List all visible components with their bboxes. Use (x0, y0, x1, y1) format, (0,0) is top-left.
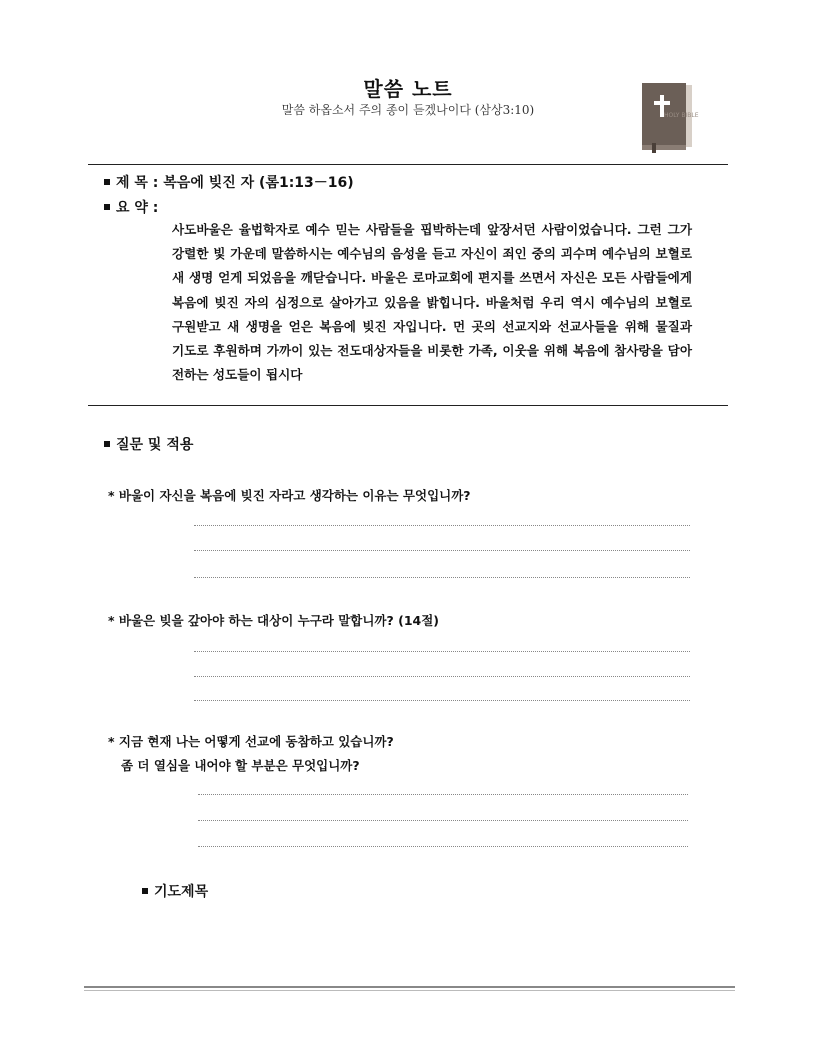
prayer-heading: 기도제목 (142, 881, 208, 901)
question-3-continued: 좀 더 열심을 내어야 할 부분은 무엇입니까? (121, 758, 360, 773)
questions-heading: 질문 및 적용 (104, 434, 193, 454)
square-bullet-icon (104, 441, 110, 447)
square-bullet-icon (142, 888, 148, 894)
answer-line[interactable] (198, 846, 688, 847)
answer-line[interactable] (198, 820, 688, 821)
bible-book-icon (640, 83, 699, 153)
subject-label: 제 목 : (116, 175, 164, 191)
summary-label: 요 약 : (116, 200, 159, 216)
square-bullet-icon (104, 204, 110, 210)
page-title: 말씀 노트 (363, 77, 453, 101)
footer-divider-thin (84, 990, 735, 991)
question-3: * 지금 현재 나는 어떻게 선교에 동참하고 있습니까? (108, 734, 394, 749)
subject-row (104, 172, 354, 192)
summary-row (104, 197, 158, 217)
answer-line[interactable] (194, 525, 690, 526)
page-subtitle: 말씀 하옵소서 주의 종이 듣겠나이다 (삼상3:10) (281, 103, 535, 117)
question-2: * 바울은 빚을 갚아야 하는 대상이 누구라 말합니까? (14절) (108, 613, 439, 628)
answer-line[interactable] (198, 794, 688, 795)
footer-divider (84, 986, 735, 988)
svg-text:HOLY BIBLE: HOLY BIBLE (664, 112, 699, 119)
answer-line[interactable] (194, 550, 690, 551)
summary-text: 사도바울은 율법학자로 예수 믿는 사람들을 핍박하는데 앞장서던 사람이었습니다. 그런 그가 강렬한 빛 가운데 말씀하시는 예수님의 음성을 듣고 자신이 죄인 중의 괴수며 예수님의 보혈로 새 생명 얻게 되었음을 깨닫습니다. 바울은 로마교회에 편지를 쓰면서 자신은 모든 사람들에게 복음에 빚진 자의 심정으로 살아가고 있음을 밝힙니다. 바울처럼 우리 역시 예수님의 보혈로 구원받고 새 생명을 얻은 복음에 빚진 자입니다. 먼 곳의 선교지와 선교사들을 위해 물질과 기도로 후원하며 가까이 있는 전도대상자들을 비롯한 가족, 이웃을 위해 복음에 참사랑을 담아 전하는 성도들이 됩시다 (172, 222, 692, 383)
question-1: * 바울이 자신을 복음에 빚진 자라고 생각하는 이유는 무엇입니까? (108, 488, 471, 503)
header-divider (88, 164, 728, 165)
answer-line[interactable] (194, 676, 690, 677)
summary-divider (88, 405, 728, 406)
answer-line[interactable] (194, 577, 690, 578)
answer-line[interactable] (194, 651, 690, 652)
square-bullet-icon (104, 179, 110, 185)
subject-value: 복음에 빚진 자 (롬1:13－16) (163, 175, 354, 191)
answer-line[interactable] (194, 700, 690, 701)
